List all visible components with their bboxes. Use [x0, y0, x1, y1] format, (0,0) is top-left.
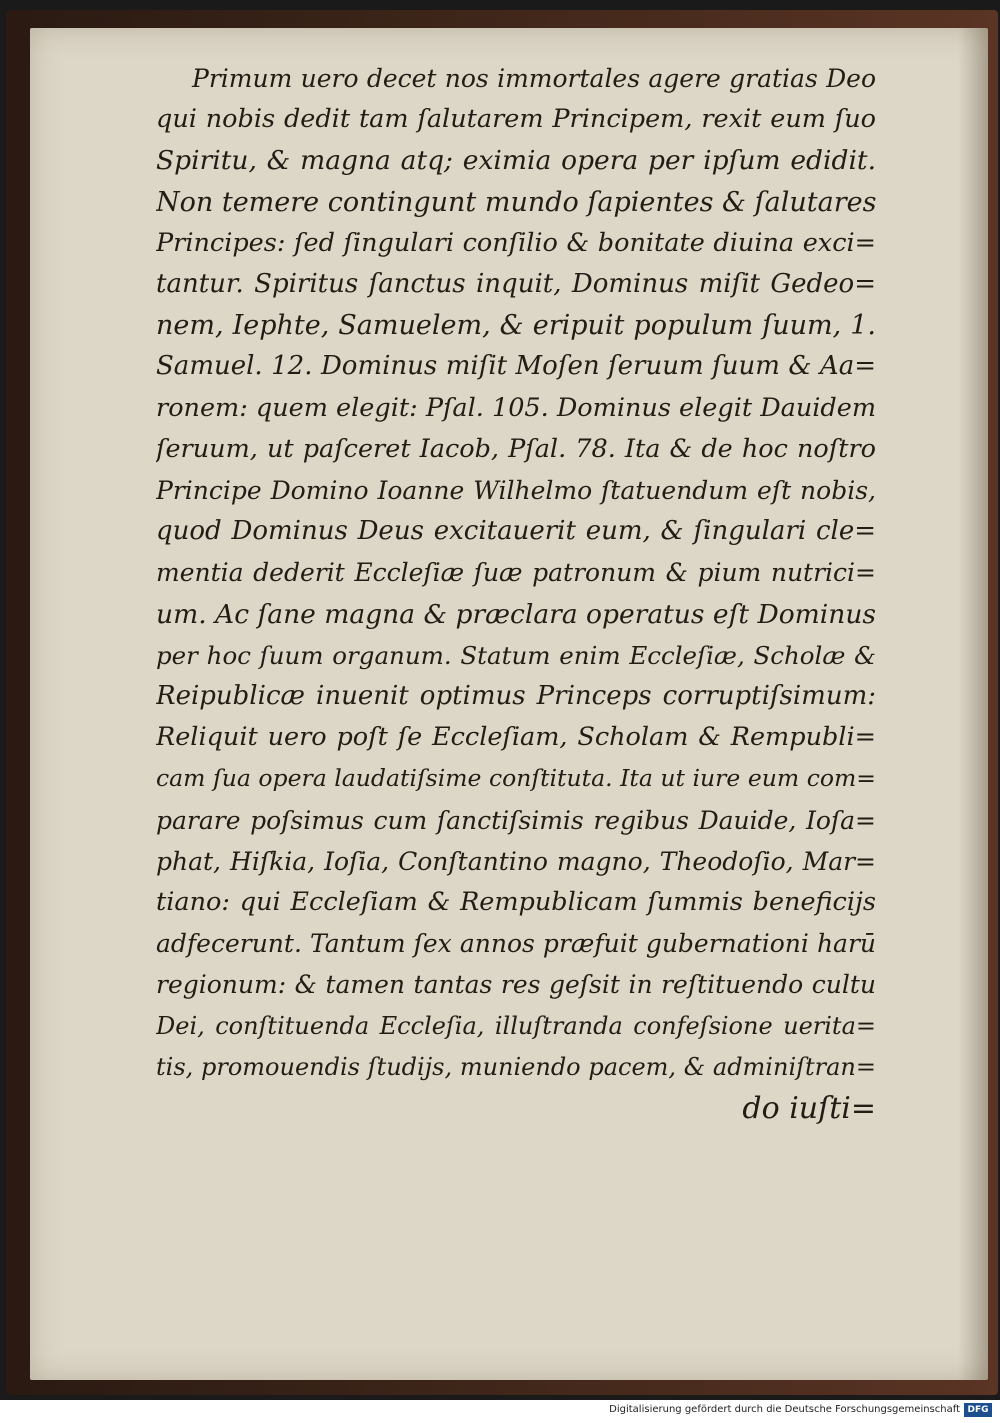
text-line: Non temere contingunt mundo ſapientes & ſalutares	[156, 186, 876, 218]
text-line: Principe Domino Ioanne Wilhelmo ſtatuendum eſt nobis,	[156, 476, 876, 506]
page-text	[156, 58, 924, 1129]
text-line: Reliquit uero poſt ſe Eccleſiam, Scholam & Rempubli=	[156, 722, 876, 753]
text-line: ſeruum, ut paſceret Iacob, Pſal. 78. Ita & de hoc noſtro	[156, 433, 876, 464]
text-line: tantur. Spiritus ſanctus inquit, Dominus miſit Gedeo=	[156, 269, 876, 300]
text-line: ronem: quem elegit: Pſal. 105. Dominus elegit Dauidem	[156, 392, 876, 423]
text-line: per hoc ſuum organum. Statum enim Eccleſiæ, Scholæ &	[156, 640, 876, 670]
text-line: nem, Iephte, Samuelem, & eripuit populum ſuum, 1.	[156, 310, 876, 342]
text-line: parare poſsimus cum ſanctiſsimis regibus Dauide, Ioſa=	[156, 805, 876, 835]
funding-credit: Digitalisierung gefördert durch die Deutsche Forschungsgemeinschaft	[609, 1404, 960, 1415]
text-line: Spiritu, & magna atq; eximia opera per ipſum edidit.	[156, 145, 876, 177]
text-line: cam ſua opera laudatiſsime conſtituta. Ita ut iure eum com=	[156, 764, 876, 793]
text-line: adfecerunt. Tantum ſex annos præfuit gubernationi harū	[156, 929, 876, 959]
text-line: Dei, conſtituenda Eccleſia, illuſtranda confeſsione ueritа=	[156, 1011, 876, 1040]
text-line: mentia dederit Eccleſiæ ſuæ patronum & pium nutrici=	[156, 558, 876, 588]
text-line: qui nobis dedit tam ſalutarem Principem, rexit eum ſuo	[156, 104, 876, 135]
dfg-logo-icon: DFG	[964, 1403, 992, 1417]
text-line: tiano: qui Eccleſiam & Rempublicam ſummis beneficijs	[156, 887, 876, 918]
text-line: um. Ac ſane magna & præclara operatus eſt Dominus	[156, 598, 876, 630]
text-line: quod Dominus Deus excitauerit eum, & ſingulari cle=	[156, 516, 876, 547]
text-line: phat, Hiſkia, Ioſia, Conſtantino magno, Theodoſio, Mar=	[156, 846, 876, 876]
text-line: Primum uero decet nos immortales agere gratias Deo	[192, 64, 876, 93]
text-line: Samuel. 12. Dominus miſit Moſen ſeruum ſuum & Aa=	[156, 351, 876, 382]
footer-bar	[0, 1400, 1000, 1423]
text-line: Reipublicæ inuenit optimus Princeps corruptiſsimum:	[156, 681, 876, 712]
page-shadow	[958, 28, 988, 1380]
text-line: Principes: ſed ſingulari conſilio & bonitate diuina exci=	[156, 227, 876, 258]
text-line: regionum: & tamen tantas res geſsit in reſtituendo cultu	[156, 970, 876, 1000]
catchword: do iuſti=	[742, 1091, 876, 1127]
text-line: tis, promouendis ſtudijs, muniendo pacem, & adminiſtran=	[156, 1052, 876, 1081]
